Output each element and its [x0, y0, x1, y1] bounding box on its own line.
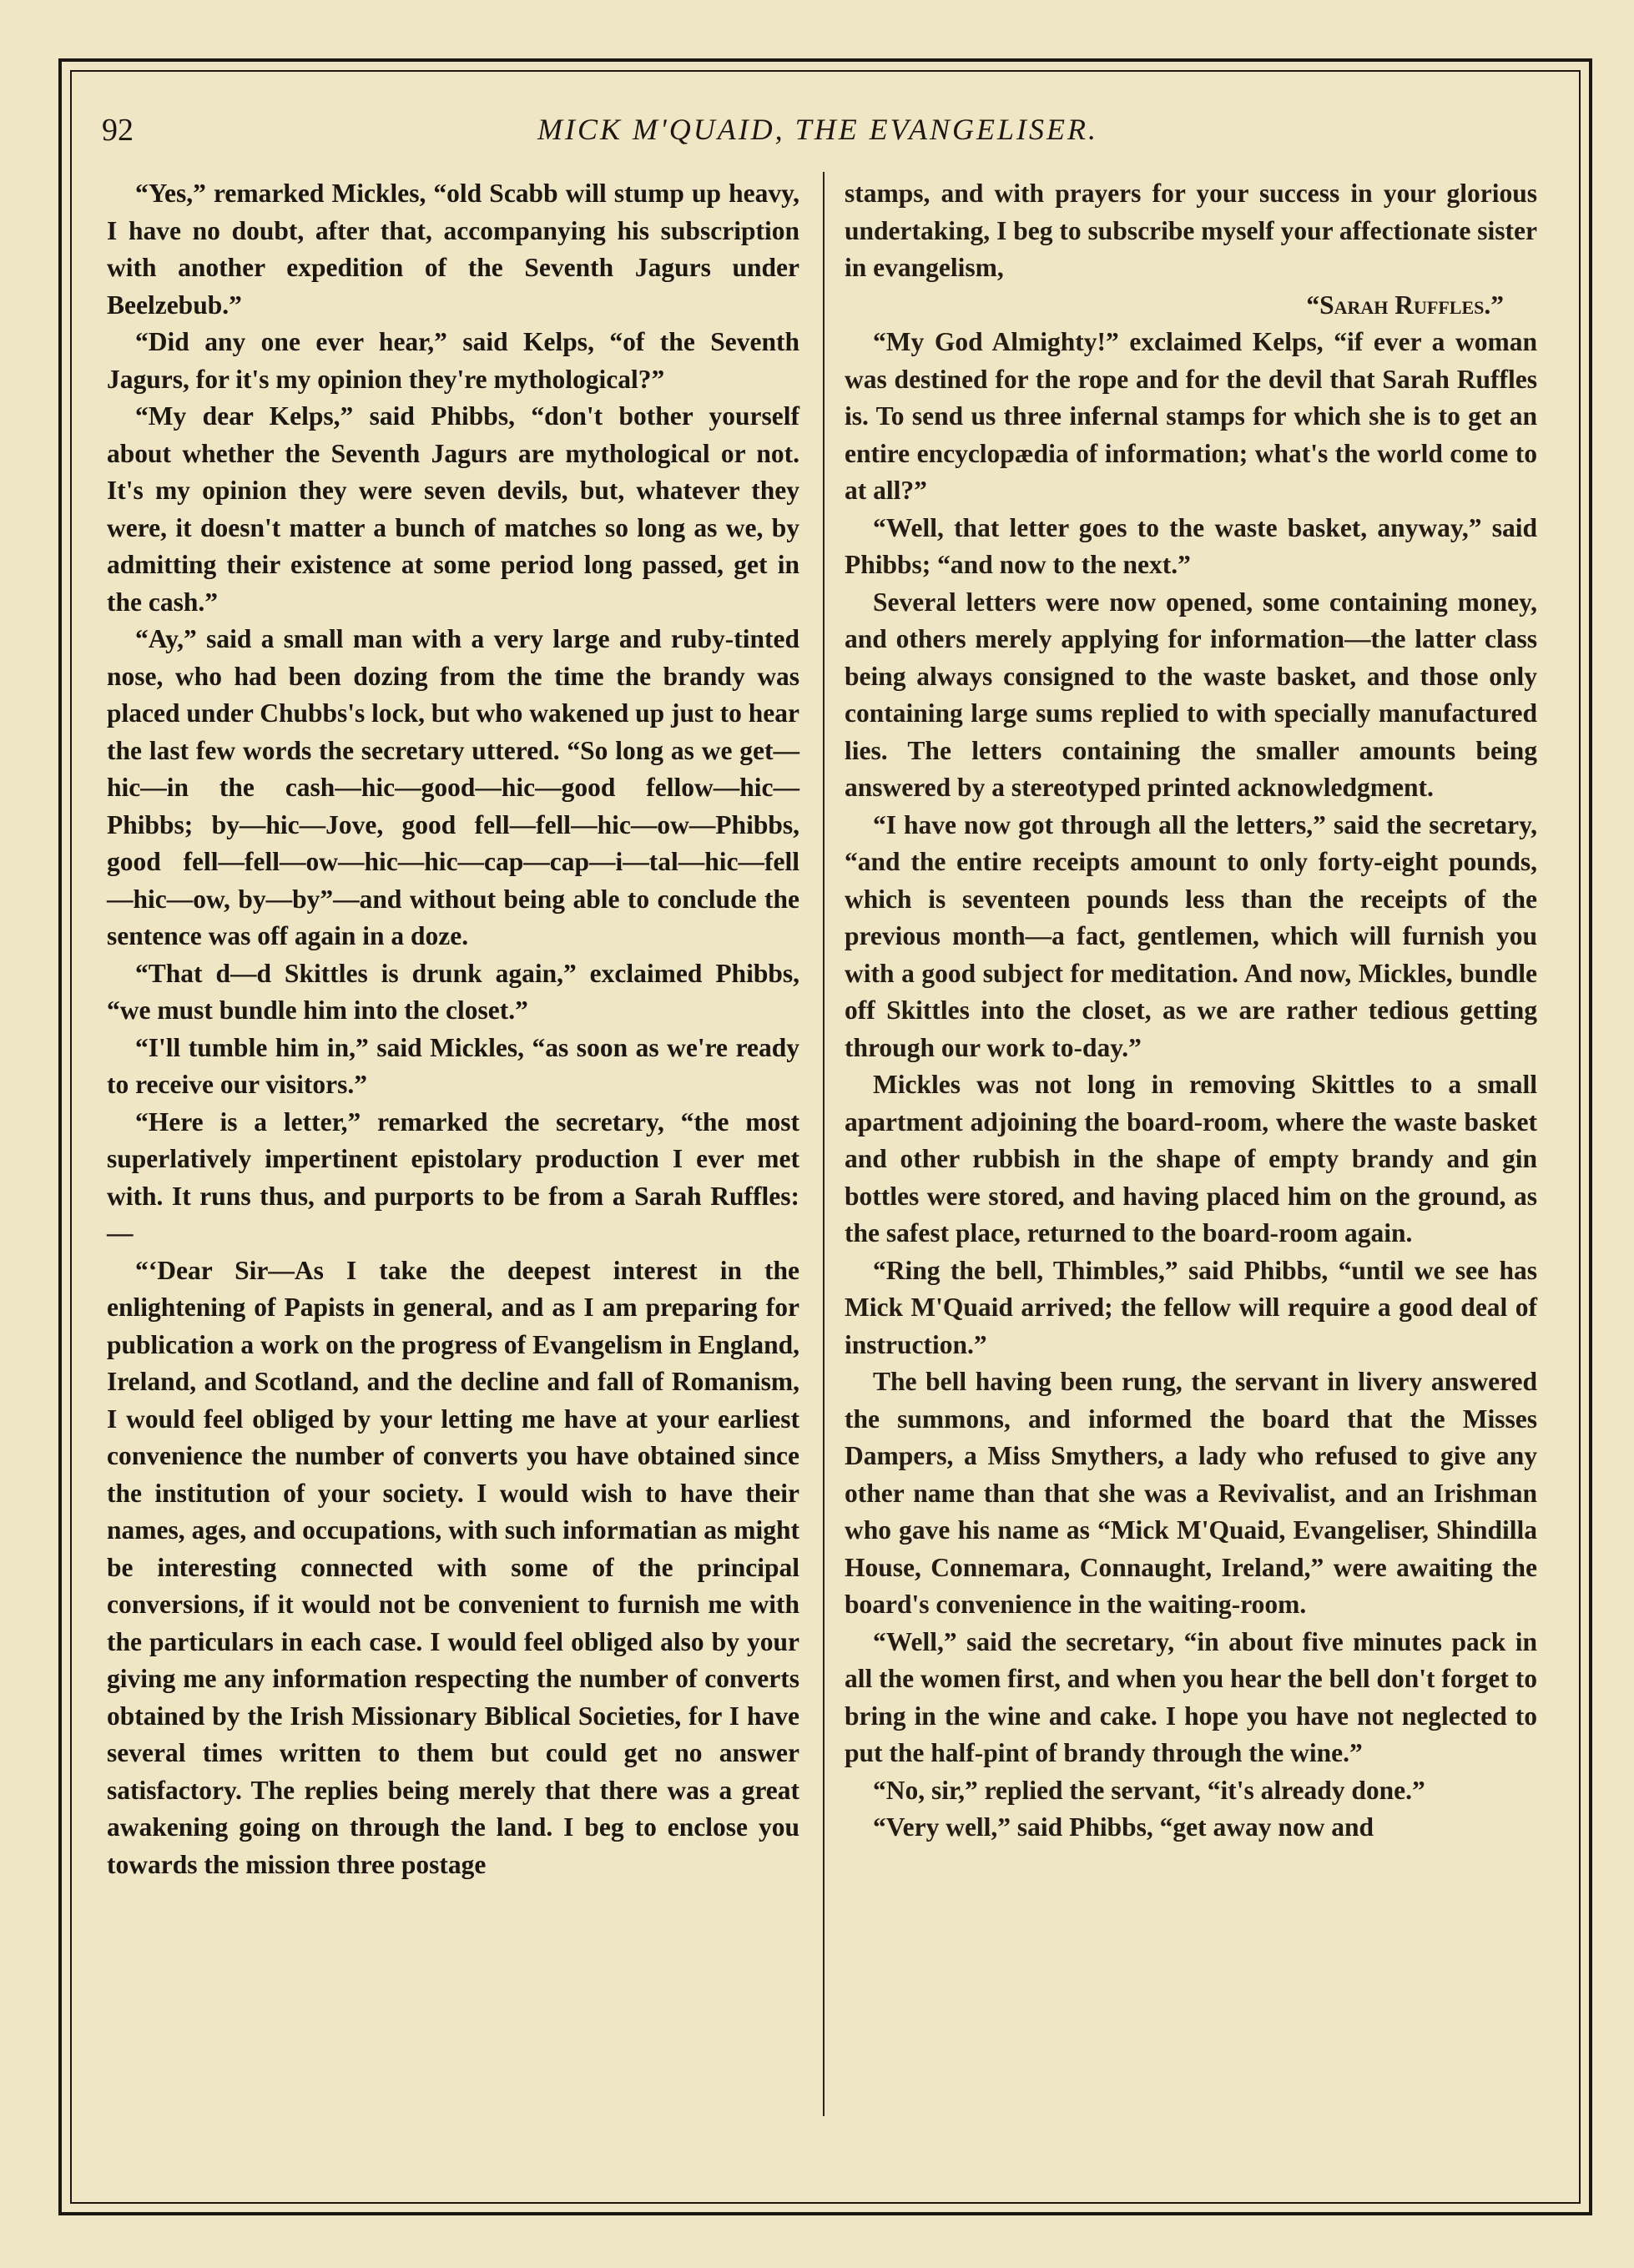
paragraph: “My God Almighty!” exclaimed Kelps, “if ever a woman was destined for the rope and for the devil that Sarah Ruffles is. To send us three infernal stamps for which she is to get an entire encyclopædia of information; what's the world come to at all?”	[845, 327, 1537, 505]
paragraph: “Well,” said the secretary, “in about five minutes pack in all the women first, and when you hear the bell don't forget to bring in the wine and cake. I hope you have not neglected to put the half-pint of brandy through the wine.”	[845, 1626, 1537, 1767]
paragraph: “I have now got through all the letters,” said the secretary, “and the entire receipts amount to only forty-eight pounds, which is seventeen pounds less than the receipts of the previous month—a fact, gentlemen, which will furnish you with a good subject for meditation. And now, Mickles, bundle off Skittles into the closet, as we are rather tedious getting through our work to-day.”	[845, 809, 1537, 1062]
paragraph: “No, sir,” replied the servant, “it's already done.”	[873, 1775, 1425, 1805]
paragraph: “I'll tumble him in,” said Mickles, “as soon as we're ready to receive our visitors.”	[107, 1032, 799, 1099]
paragraph: “That d—d Skittles is drunk again,” exclaimed Phibbs, “we must bundle him into the closet.”	[107, 958, 799, 1025]
paragraph: “Yes,” remarked Mickles, “old Scabb will stump up heavy, I have no doubt, after that, accompanying his subscription with another expedition of the Seventh Jagurs under Beelzebub.”	[107, 179, 799, 320]
paragraph: “My dear Kelps,” said Phibbs, “don't bother yourself about whether the Seventh Jagurs are mythological or not. It's my opinion they were seven devils, but, whatever they were, it doesn't matter a bunch of matches so long as we, by admitting their existence at some period long passed, get in the cash.”	[107, 401, 799, 617]
left-column	[107, 175, 799, 1883]
paragraph: The bell having been rung, the servant in livery answered the summons, and informed the board that the Misses Dampers, a Miss Smythers, a lady who refused to give any other name than that she was a Revivalist, and an Irishman who gave his name as “Mick M'Quaid, Evangeliser, Shindilla House, Connemara, Connaught, Ireland,” were awaiting the board's convenience in the waiting-room.	[845, 1367, 1537, 1619]
paragraph: “Did any one ever hear,” said Kelps, “of the Seventh Jagurs, for it's my opinion they're mythological?”	[107, 327, 799, 394]
paragraph: “‘Dear Sir—As I take the deepest interest in the enlightening of Papists in general, and as I am preparing for publication a work on the progress of Evangelism in England, Ireland, and Scotland, and the decline and fall of Romanism, I would feel obliged by your letting me have at your earliest convenience the number of converts you have obtained since the institution of your society. I would wish to have their names, ages, and occupations, with such informatian as might be interesting connected with some of the principal conversions, if it would not be convenient to furnish me with the particulars in each case. I would feel obliged also by your giving me any information respecting the number of converts obtained by the Irish Missionary Biblical Societies, for I have several times written to them but could get no answer satisfactory. The replies being merely that there was a great awakening going on through the land. I beg to enclose you towards the mission three postage	[107, 1255, 799, 1879]
page-number: 92	[102, 113, 134, 148]
paragraph: “Ring the bell, Thimbles,” said Phibbs, “until we see has Mick M'Quaid arrived; the fellow will require a good deal of instruction.”	[845, 1255, 1537, 1359]
paragraph-continuation: stamps, and with prayers for your success in your glorious undertaking, I beg to subscribe myself your affectionate sister in evangelism,	[845, 179, 1537, 282]
paragraph: Mickles was not long in removing Skittles to a small apartment adjoining the board-room, where the waste basket and other rubbish in the shape of empty brandy and gin bottles were stored, and having placed him on the ground, as the safest place, returned to the board-room again.	[845, 1070, 1537, 1247]
right-column	[845, 175, 1537, 1847]
column-divider	[823, 172, 825, 2116]
paragraph: “Ay,” said a small man with a very large and ruby-tinted nose, who had been dozing from the time the brandy was placed under Chubbs's lock, but who wakened up just to hear the last few words the secretary uttered. “So long as we get—hic—in the cash—hic—good—hic—good fellow—hic—Phibbs; by—hic—Jove, good fell—fell—hic—ow—Phibbs, good fell—fell—ow—hic—hic—cap—cap—i—tal—hic—fell—hic—ow, by—by”—and without being able to conclude the sentence was off again in a doze.	[107, 624, 799, 950]
page-title: MICK M'QUAID, THE EVANGELISER.	[537, 113, 1098, 146]
paragraph: “Very well,” said Phibbs, “get away now and	[873, 1812, 1374, 1842]
paragraph: “Here is a letter,” remarked the secretary, “the most superlatively impertinent epistolary production I ever met with. It runs thus, and purports to be from a Sarah Ruffles:—	[107, 1106, 799, 1247]
running-head	[83, 108, 1552, 159]
letter-signature: “Sarah Ruffles.”	[1306, 290, 1504, 320]
paragraph: “Well, that letter goes to the waste basket, anyway,” said Phibbs; “and now to the next.”	[845, 512, 1537, 579]
paragraph: Several letters were now opened, some containing money, and others merely applying for information—the latter class being always consigned to the waste basket, and those only containing large sums replied to with specially manufactured lies. The letters containing the smaller amounts being answered by a stereotyped printed acknowledgment.	[845, 587, 1537, 802]
